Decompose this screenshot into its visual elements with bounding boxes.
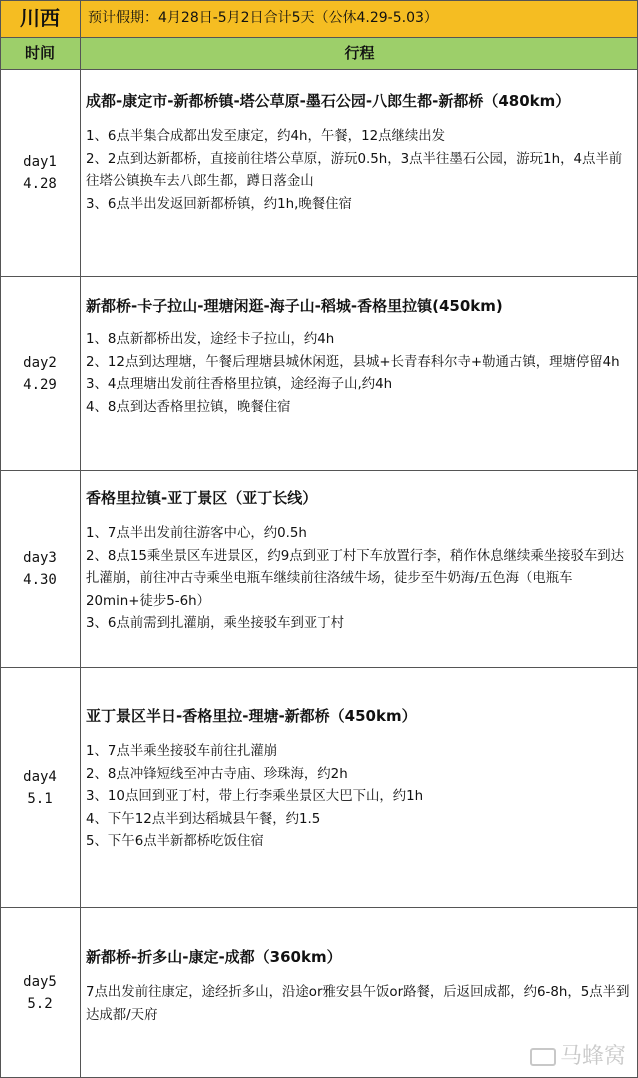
header-itinerary: 行程 [344,44,375,62]
table-header [0,38,638,70]
trip-name: 川西 [0,0,81,37]
step-text: 5、下午6点半新都桥吃饭住宿 [86,834,264,849]
day-date: 5.2 [27,996,53,1012]
table-row [0,471,638,668]
route-title: 成都-康定市-新都桥镇-塔公草原-墨石公园-八郎生都-新都桥（480km） [86,92,571,110]
day-label: day2 [23,354,57,371]
day-cell [0,471,81,667]
step-text: 2、2点到达新都桥，直接前往塔公草原，游玩0.5h，3点半往墨石公园，游玩1h，4点半前往塔公镇换车去八郎生都，蹲日落金山 [86,151,623,189]
day-date: 4.30 [23,572,57,588]
step-text: 3、4点理塘出发前往香格里拉镇，途经海子山,约4h [86,377,393,392]
table-row [0,277,638,471]
header-time: 时间 [0,38,81,69]
step-text: 1、7点半出发前往游客中心，约0.5h [86,526,307,541]
title-row [0,0,638,38]
step-text: 3、6点半出发返回新都桥镇，约1h,晚餐住宿 [86,196,352,212]
step-text: 1、7点半乘坐接驳车前往扎灌崩 [86,744,278,759]
step-text: 1、8点新都桥出发，途经卡子拉山，约4h [86,332,335,347]
day-cell [0,668,81,907]
day-date: 4.29 [23,376,57,393]
itinerary-cell [81,471,638,667]
day-cell [0,277,81,470]
step-text: 2、12点到达理塘，午餐后理塘县城休闲逛，县城+长青春科尔寺+勒通古镇，理塘停留4h [86,354,620,370]
route-title: 亚丁景区半日-香格里拉-理塘-新都桥（450km） [86,707,417,725]
table-row [0,668,638,908]
day-date: 4.28 [23,176,57,192]
table-row [0,70,638,277]
watermark [530,1039,626,1070]
route-title: 香格里拉镇-亚丁景区（亚丁长线） [86,489,318,507]
itinerary-cell [81,668,638,907]
step-text: 4、8点到达香格里拉镇，晚餐住宿 [86,399,291,415]
day-label: day4 [23,768,57,785]
day-label: day5 [23,974,57,990]
step-text: 3、10点回到亚丁村，带上行李乘坐景区大巴下山，约1h [86,789,424,804]
step-text: 4、下午12点半到达稻城县午餐，约1.5 [86,811,321,827]
watermark-text: 马蜂窝 [559,1044,626,1069]
itinerary-cell [81,277,638,470]
step-text: 1、6点半集合成都出发至康定，约4h，午餐，12点继续出发 [86,129,446,144]
day-label: day3 [23,550,57,566]
step-text: 3、6点前需到扎灌崩，乘坐接驳车到亚丁村 [86,616,345,631]
day-label: day1 [23,154,57,170]
itinerary-cell [81,70,638,276]
day-cell [0,70,81,276]
route-title: 新都桥-折多山-康定-成都（360km） [86,948,342,966]
day-date: 5.1 [27,790,53,807]
mafengwo-logo-icon [530,1048,556,1066]
day-cell [0,908,81,1078]
holiday-note: 预计假期：4月28日-5月2日合计5天（公休4.29-5.03） [88,10,438,26]
step-text: 2、8点15乘坐景区车进景区，约9点到亚丁村下车放置行李，稍作休息继续乘坐接驳车到达扎灌崩，前往冲古寺乘坐电瓶车继续前往洛绒牛场，徒步至牛奶海/五色海（电瓶车20min+徒步5-6h） [86,548,625,609]
step-text: 7点出发前往康定，途经折多山，沿途or雅安县午饭or路餐，后返回成都，约6-8h，5点半到达成都/天府 [86,985,630,1023]
step-text: 2、8点冲锋短线至冲古寺庙、珍珠海，约2h [86,766,348,782]
route-title: 新都桥-卡子拉山-理塘闲逛-海子山-稻城-香格里拉镇(450km) [86,297,503,315]
